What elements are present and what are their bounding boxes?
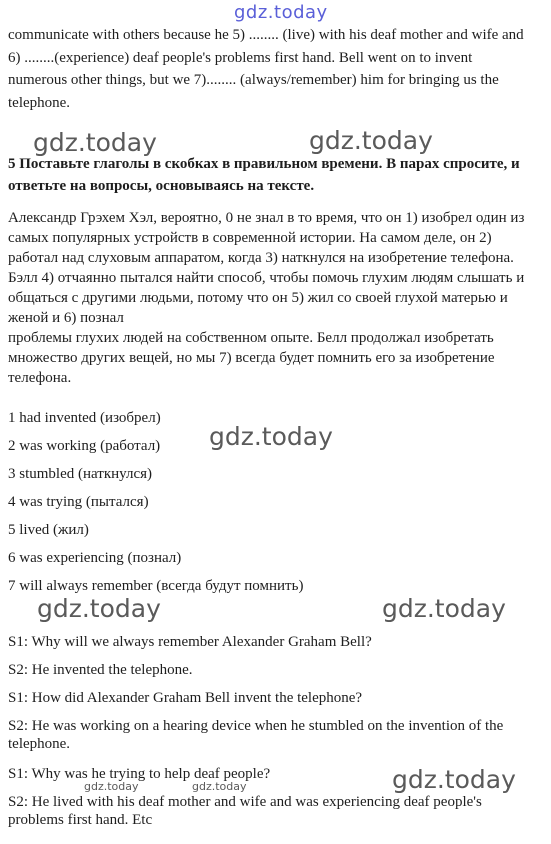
dialogue-line: S1: Why will we always remember Alexander Graham Bell? <box>8 634 372 650</box>
exercise-heading: 5 Поставьте глаголы в скобках в правильном времени. В парах спросите, и ответьте на вопросы, основываясь на тексте. <box>8 156 520 194</box>
exercise-text-english: communicate with others because he 5) ........ (live) with his deaf mother and wife and 6) ........(experience) deaf people's problems first hand. Bell went on to invent numerous other things, but we 7)........ (always/remember) him for bringing us the telephone. <box>8 27 524 111</box>
answer-item: 3 stumbled (наткнулся) <box>8 466 153 482</box>
dialogue-line: S2: He lived with his deaf mother and wife and was experiencing deaf people's problems first hand. Etc <box>8 794 482 828</box>
russian-paragraph-part-2: проблемы глухих людей на собственном опыте. Белл продолжал изобретать множество других вещей, но мы 7) всегда будет помнить его за изобретение телефона. <box>8 330 495 386</box>
russian-paragraph-part-1: Александр Грэхем Хэл, вероятно, 0 не знал в то время, что он 1) изобрел один из самых популярных устройств в современной истории. На самом деле, он 2) работал над слуховым аппаратом, когда 3) наткнулся на изобретение телефона. Бэлл 4) отчаянно пытался найти способ, чтобы помочь глухим людям слышать и общаться с другими людьми, потому что он 5) жил со своей глухой матерью и женой и 6) познал <box>8 210 525 326</box>
watermark: gdz.today <box>33 128 157 157</box>
dialogue-line: S1: Why was he trying to help deaf people? <box>8 766 271 782</box>
answer-item: 7 will always remember (всегда будут помнить) <box>8 578 304 594</box>
answer-item: 4 was trying (пытался) <box>8 494 149 510</box>
watermark: gdz.today <box>382 594 506 623</box>
watermark: gdz.today <box>209 422 333 451</box>
watermark-top: gdz.today <box>234 2 328 23</box>
answer-item: 5 lived (жил) <box>8 522 89 538</box>
answer-item: 2 was working (работал) <box>8 438 161 454</box>
dialogue-line: S2: He invented the telephone. <box>8 662 193 678</box>
dialogue-line: S2: He was working on a hearing device when he stumbled on the invention of the telephone. <box>8 718 504 752</box>
watermark-small: gdz.today <box>192 780 247 793</box>
watermark: gdz.today <box>309 126 433 155</box>
watermark: gdz.today <box>37 594 161 623</box>
exercise-text-russian <box>8 208 533 388</box>
dialogue-line: S1: How did Alexander Graham Bell invent the telephone? <box>8 690 363 706</box>
watermark: gdz.today <box>392 765 516 794</box>
watermark-small: gdz.today <box>84 780 139 793</box>
answer-item: 6 was experiencing (познал) <box>8 550 182 566</box>
answer-item: 1 had invented (изобрел) <box>8 410 161 426</box>
